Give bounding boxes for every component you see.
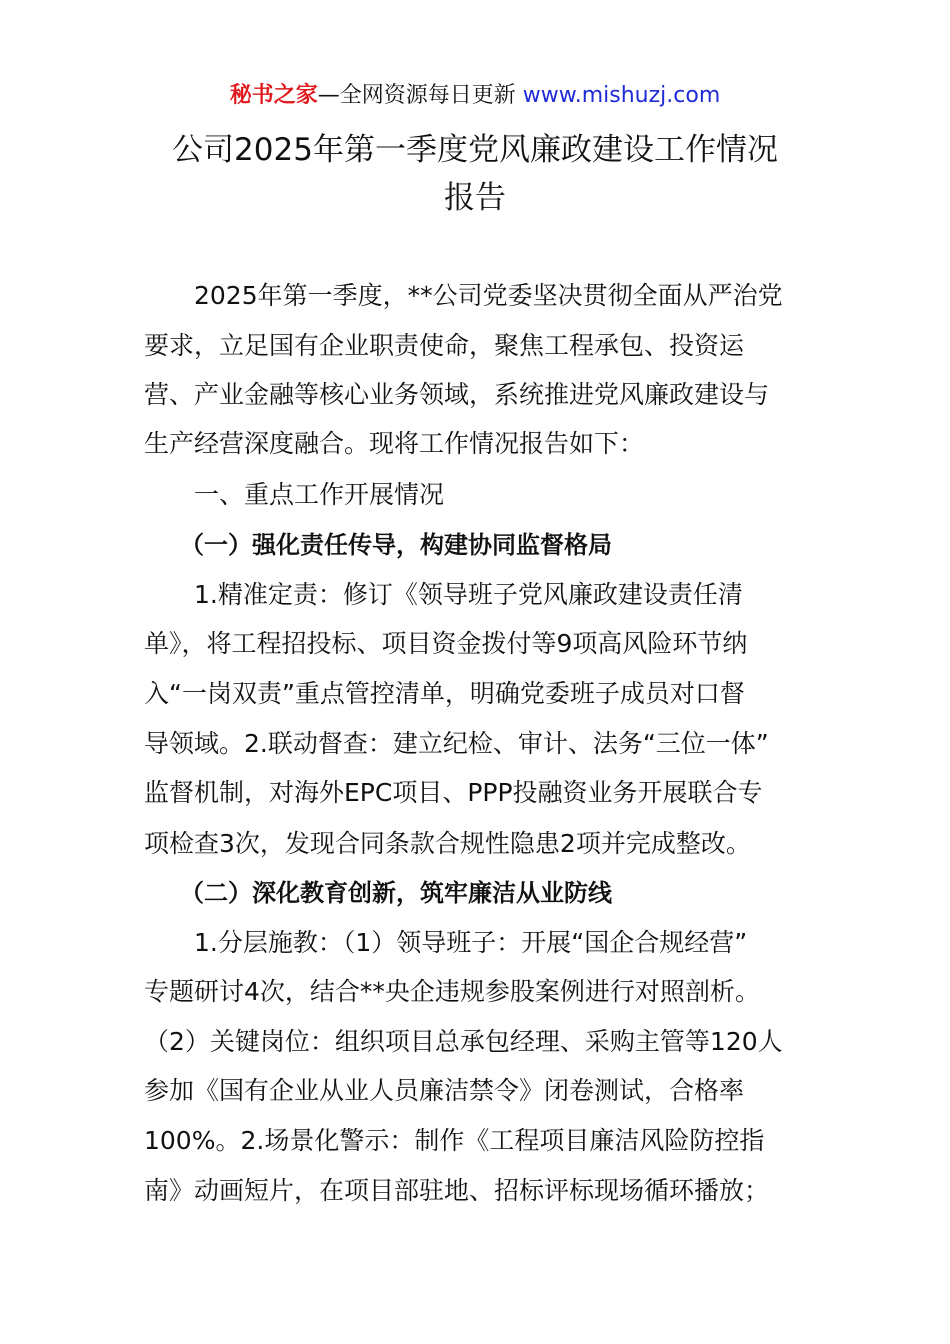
- title-line-2: 报告: [444, 180, 506, 216]
- subsection-heading: （二）深化教育创新，筑牢廉洁从业防线: [144, 879, 612, 907]
- body-line: （2）关键岗位：组织项目总承包经理、采购主管等120人: [144, 1027, 783, 1056]
- body-line: 1.分层施教：（1）领导班子：开展“国企合规经营”: [144, 928, 748, 957]
- document-title: [0, 126, 950, 222]
- body-line: 营、产业金融等核心业务领域，系统推进党风廉政建设与: [144, 380, 770, 409]
- site-tagline: —全网资源每日更新: [317, 83, 523, 108]
- body-line: 监督机制，对海外EPC项目、PPP投融资业务开展联合专: [144, 778, 763, 807]
- site-brand: 秘书之家: [229, 83, 318, 108]
- body-line: 入“一岗双责”重点管控清单，明确党委班子成员对口督: [144, 679, 745, 708]
- body-line: 参加《国有企业从业人员廉洁禁令》闭卷测试，合格率: [144, 1076, 745, 1105]
- body-line: 导领域。2.联动督查：建立纪检、审计、法务“三位一体”: [144, 729, 769, 758]
- body-line: 项检查3次，发现合同条款合规性隐患2项并完成整改。: [144, 829, 751, 858]
- body-line: 单》，将工程招投标、项目资金拨付等9项高风险环节纳: [144, 629, 748, 658]
- section-heading: 一、重点工作开展情况: [144, 480, 445, 509]
- body-line: 南》动画短片，在项目部驻地、招标评标现场循环播放；: [144, 1176, 770, 1205]
- body-line: 2025年第一季度，**公司党委坚决贯彻全面从严治党: [144, 281, 783, 310]
- site-header: [0, 80, 950, 112]
- title-line-1: 公司2025年第一季度党风廉政建设工作情况: [172, 132, 778, 168]
- subsection-heading: （一）强化责任传导，构建协同监督格局: [144, 531, 612, 559]
- body-line: 100%。2.场景化警示：制作《工程项目廉洁风险防控指: [144, 1126, 765, 1155]
- body-line: 1.精准定责：修订《领导班子党风廉政建设责任清: [144, 580, 743, 609]
- body-line: 要求，立足国有企业职责使命，聚焦工程承包、投资运: [144, 331, 745, 360]
- site-url-link[interactable]: www.mishuzj.com: [522, 83, 721, 108]
- body-line: 生产经营深度融合。现将工作情况报告如下：: [144, 429, 645, 458]
- body-line: 专题研讨4次，结合**央企违规参股案例进行对照剖析。: [144, 977, 760, 1006]
